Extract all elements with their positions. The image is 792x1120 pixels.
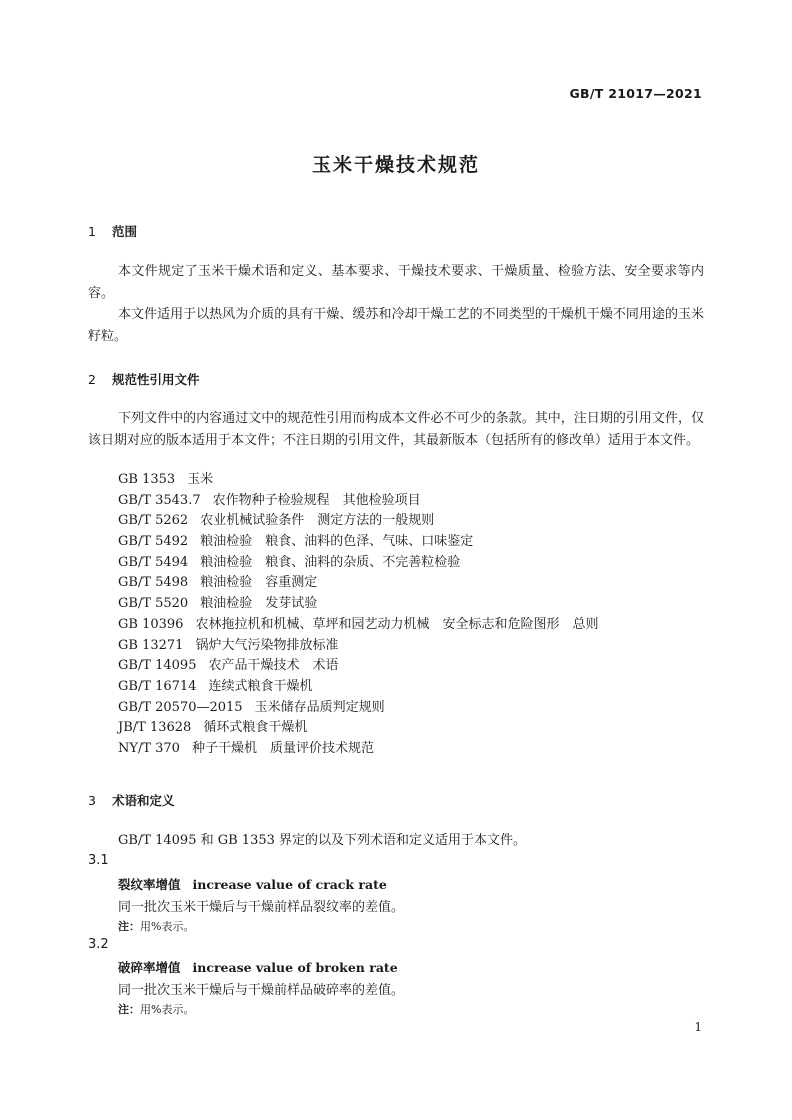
reference-item [118,677,598,698]
section-number: 1 [88,224,96,239]
scope-paragraph-1: 本文件规定了玉米干燥术语和定义、基本要求、干燥技术要求、干燥质量、检验方法、安全要求等内容。 [88,264,704,301]
reference-name: 锅炉大气污染物排放标准 [195,637,339,653]
reference-name: 循环式粮食干燥机 [203,720,308,736]
reference-code: GB/T 3543.7 [118,492,201,508]
term-zh: 破碎率增值 [118,960,181,975]
reference-item [118,553,598,574]
reference-code: GB 13271 [118,637,184,653]
reference-item [118,718,598,739]
references-intro: 下列文件中的内容通过文中的规范性引用而构成本文件必不可少的条款。其中，注日期的引用文件，仅该日期对应的版本适用于本文件；不注日期的引用文件，其最新版本（包括所有的修改单）适用于本文件。 [88,411,704,448]
reference-item [118,656,598,677]
term-definition: 同一批次玉米干燥后与干燥前样品裂纹率的差值。 [118,900,405,915]
reference-item [118,470,598,491]
reference-code: GB 10396 [118,616,184,632]
note-text: 用%表示。 [140,1003,195,1016]
page-number: 1 [694,1020,702,1034]
note-label: 注： [118,1003,140,1016]
reference-code: GB/T 16714 [118,678,197,694]
reference-code: GB/T 5498 [118,575,189,591]
reference-name: 连续式粮食干燥机 [208,678,313,694]
reference-name: 农林拖拉机和机械、草坪和园艺动力机械 安全标志和危险图形 总则 [195,616,599,632]
term-en: increase value of broken rate [192,960,398,975]
document-title: 玉米干燥技术规范 [311,154,480,176]
note-text: 用%表示。 [140,920,195,933]
reference-name: 玉米储存品质判定规则 [254,699,385,715]
reference-name: 农产品干燥技术 术语 [208,658,339,674]
reference-code: GB/T 5262 [118,513,189,529]
reference-code: GB 1353 [118,472,176,487]
section-3-heading [88,791,175,809]
reference-code: GB/T 20570—2015 [118,699,243,715]
reference-name: 粮油检验 发芽试验 [200,596,318,612]
section-2-heading [88,370,200,388]
reference-code: JB/T 13628 [118,720,192,736]
note-label: 注： [118,920,140,933]
reference-name: 种子干燥机 质量评价技术规范 [191,740,374,756]
reference-item [118,573,598,594]
section-title: 规范性引用文件 [112,372,200,387]
reference-code: GB/T 5520 [118,596,189,612]
standard-code: GB/T 21017—2021 [569,86,702,101]
term-number: 3.2 [88,937,109,952]
term-definition: 同一批次玉米干燥后与干燥前样品破碎率的差值。 [118,983,405,998]
reference-name: 农作物种子检验规程 其他检验项目 [212,492,421,508]
reference-item [118,511,598,532]
term-number: 3.1 [88,853,109,868]
terms-intro: GB/T 14095 和 GB 1353 界定的以及下列术语和定义适用于本文件。 [118,833,527,848]
reference-item [118,491,598,512]
reference-code: GB/T 5494 [118,554,189,570]
section-number: 2 [88,372,96,387]
reference-list [118,470,598,760]
term-zh: 裂纹率增值 [118,877,181,892]
reference-item [118,698,598,719]
reference-name: 粮油检验 容重测定 [200,575,318,591]
reference-code: GB/T 5492 [118,534,189,550]
reference-item [118,594,598,615]
section-title: 术语和定义 [112,793,175,808]
scope-paragraph-2: 本文件适用于以热风为介质的具有干燥、缓苏和冷却干燥工艺的不同类型的干燥机干燥不同用途的玉米籽粒。 [88,307,704,344]
reference-item [118,615,598,636]
reference-item [118,636,598,657]
reference-name: 农业机械试验条件 测定方法的一般规则 [200,513,435,529]
reference-name: 粮油检验 粮食、油料的杂质、不完善粒检验 [200,554,461,570]
reference-name: 粮油检验 粮食、油料的色泽、气味、口味鉴定 [200,534,474,550]
term-heading [118,875,387,893]
term-note [118,918,194,934]
reference-item [118,532,598,553]
section-1-heading [88,222,137,240]
term-en: increase value of crack rate [192,877,387,892]
reference-name: 玉米 [187,472,214,487]
term-heading [118,958,398,976]
reference-code: NY/T 370 [118,740,180,756]
reference-item [118,739,598,760]
reference-code: GB/T 14095 [118,658,197,674]
section-title: 范围 [112,224,138,239]
term-note [118,1001,194,1017]
section-number: 3 [88,793,96,808]
